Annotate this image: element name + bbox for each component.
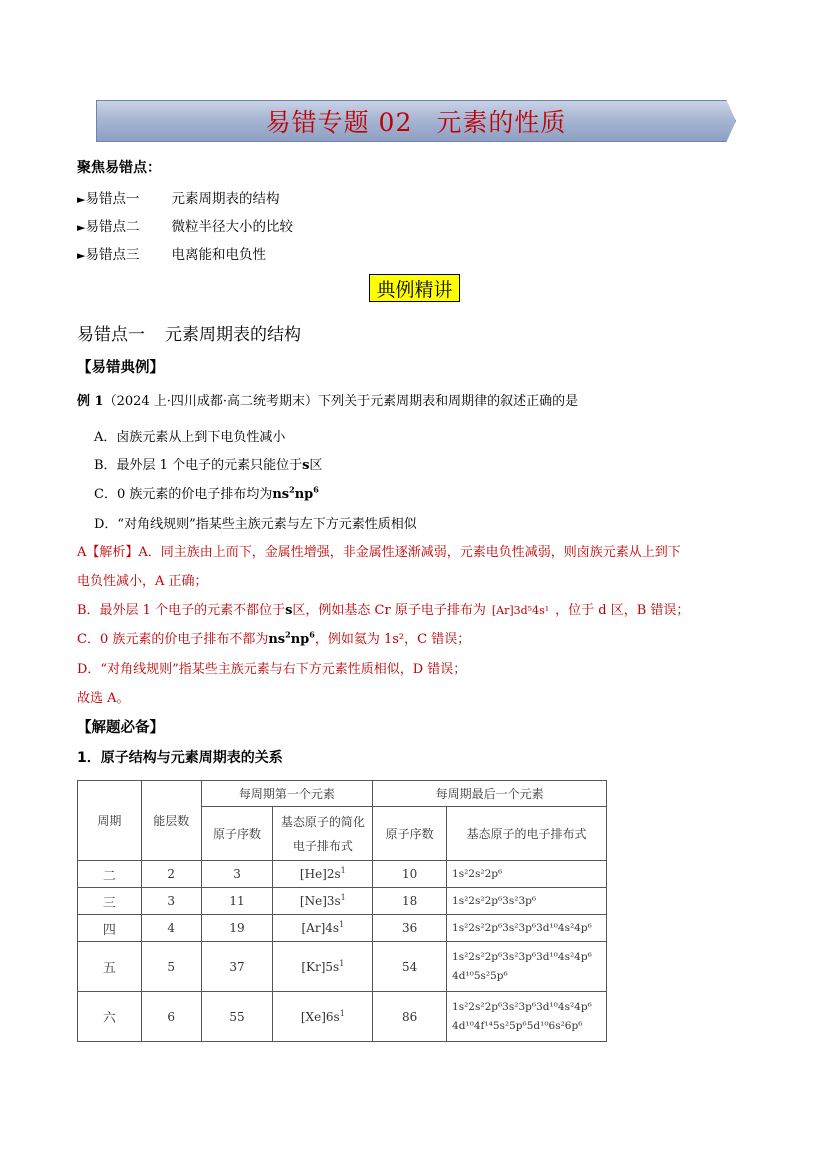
header-last-element: 每周期最后一个元素	[373, 781, 607, 807]
section-label: 易错点一	[77, 325, 145, 345]
answer-line-2: 电负性减小，A 正确；	[77, 574, 208, 589]
header-atomic-number: 原子序数	[201, 807, 273, 861]
triangle-bullet-icon: ►	[77, 193, 86, 206]
answer-final: 故选 A。	[77, 691, 130, 706]
subheading: 1．原子结构与元素周期表的关系	[77, 750, 283, 766]
solution-heading: 【解题必备】	[77, 720, 164, 736]
header-shells: 能层数	[141, 781, 201, 861]
focus-item-label: 易错点二	[85, 219, 140, 235]
answer-line-b: B．最外层 1 个电子的元素不都位于s区，例如基态 Cr 原子电子排布为 [Ar]3d⁵4s¹ ，位于 d 区，B 错误；	[77, 603, 690, 618]
option-b-s: s	[302, 458, 310, 473]
option-b	[94, 454, 322, 473]
focus-item-label: 易错点一	[85, 191, 140, 207]
section-title: 元素周期表的结构	[165, 325, 301, 345]
example-heading: 【易错典例】	[77, 360, 164, 376]
option-a: A．卤族元素从上到下电负性减小	[94, 430, 286, 445]
table-row: 四 4 19 $[Ar]4s^1$ 36 1s²2s²2p⁶3s²3p⁶3d¹⁰4s²4p⁶	[78, 915, 607, 942]
example-number: 例 1	[77, 394, 104, 409]
table-row: 三 3 11 $[Ne]3s^1$ 18 1s²2s²2p⁶3s²3p⁶	[78, 888, 607, 915]
option-c	[94, 483, 319, 502]
example-source: （2024 上·四川成都·高二统考期末）	[103, 394, 319, 409]
triangle-bullet-icon: ►	[77, 221, 86, 234]
focus-item	[77, 187, 279, 207]
title-part-2: 元素的性质	[436, 108, 567, 137]
answer-line-c: C．0 族元素的价电子排布不都为$ns^2np^6$，例如氦为 1s²，C 错误；	[77, 629, 471, 647]
cr-config: [Ar]3d⁵4s¹	[491, 604, 550, 617]
option-c-text: C．0 族元素的价电子排布均为	[94, 487, 273, 502]
periodic-structure-table	[77, 780, 607, 1042]
table-row: 五 5 37 $[Kr]5s^1$ 54 1s²2s²2p⁶3s²3p⁶3d¹⁰4s²4p⁶ 4d¹⁰5s²5p⁶	[78, 942, 607, 992]
focus-item-text: 微粒半径大小的比较	[171, 219, 293, 235]
section-heading	[77, 320, 301, 345]
focus-item-text: 元素周期表的结构	[171, 191, 280, 207]
header-period: 周期	[78, 781, 142, 861]
typical-examples-badge: 典例精讲	[369, 274, 460, 302]
answer-line-d: D．“对角线规则”指某些主族元素与右下方元素性质相似，D 错误；	[77, 662, 467, 677]
example-question-text: 下列关于元素周期表和周期律的叙述正确的是	[318, 394, 579, 409]
option-c-config: $ns^2np^6$	[272, 484, 319, 502]
example-question	[77, 390, 578, 409]
document-title	[96, 100, 736, 142]
focus-item	[77, 243, 266, 263]
answer-line-1: A【解析】A．同主族由上而下，金属性增强，非金属性逐渐减弱，元素电负性减弱，则卤族元素从上到下	[77, 545, 681, 560]
header-last-atomic-number: 原子序数	[373, 807, 447, 861]
header-first-config: 基态原子的简化电子排布式	[273, 807, 373, 861]
focus-item	[77, 215, 293, 235]
triangle-bullet-icon: ►	[77, 249, 86, 262]
header-last-config: 基态原子的电子排布式	[447, 807, 607, 861]
option-b-text: B．最外层 1 个电子的元素只能位于	[94, 458, 303, 473]
table-row: 六 6 55 $[Xe]6s^1$ 86 1s²2s²2p⁶3s²3p⁶3d¹⁰4s²4p⁶ 4d¹⁰4f¹⁴5s²5p⁶5d¹⁰6s²6p⁶	[78, 992, 607, 1042]
option-d: D．“对角线规则”指某些主族元素与左下方元素性质相似	[94, 517, 417, 532]
header-first-element: 每周期第一个元素	[201, 781, 373, 807]
focus-heading: 聚焦易错点：	[77, 160, 161, 176]
focus-item-text: 电离能和电负性	[171, 247, 266, 263]
answer-c-config: $ns^2np^6$	[268, 629, 315, 647]
title-part-1: 易错专题 02	[265, 108, 413, 137]
option-b-suffix: 区	[309, 458, 323, 473]
focus-item-label: 易错点三	[85, 247, 140, 263]
table-row: 二 2 3 $[He]2s^1$ 10 1s²2s²2p⁶	[78, 861, 607, 888]
